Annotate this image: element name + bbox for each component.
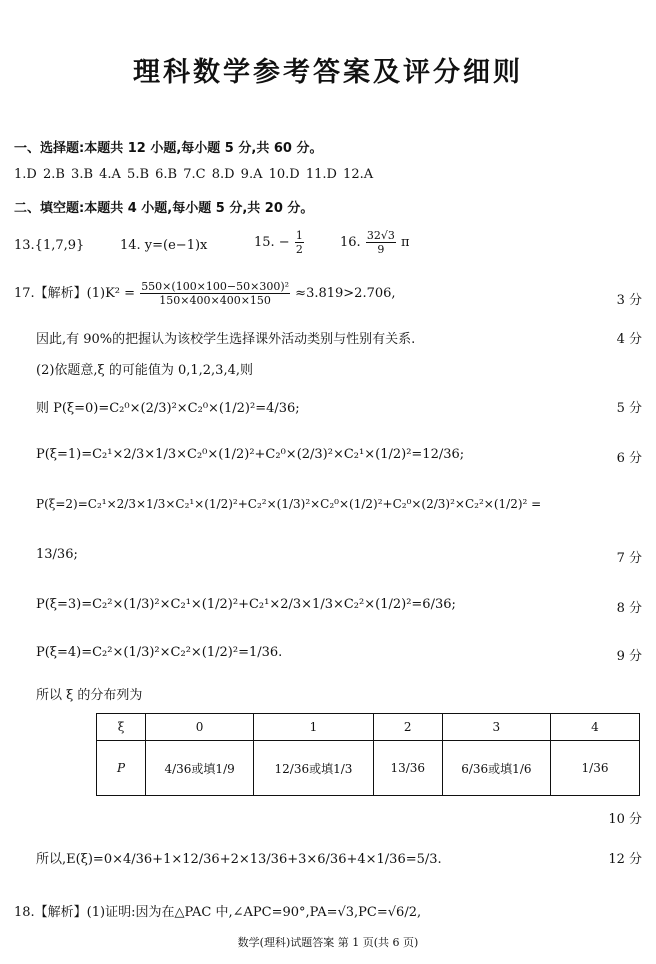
score-4: 4 分 bbox=[616, 332, 642, 347]
q17-p1: P(ξ=1)=C₂¹×2/3×1/3×C₂⁰×(1/2)²+C₂⁰×(2/3)²×C₂¹×(1/2)²=12/36; bbox=[36, 447, 465, 462]
q17-p4: P(ξ=4)=C₂²×(1/3)²×C₂²×(1/2)²=1/36. bbox=[36, 645, 283, 660]
distribution-table bbox=[96, 713, 640, 796]
answer-13: 13.{1,7,9} bbox=[14, 238, 85, 253]
score-9: 9 分 bbox=[616, 649, 642, 664]
answer-14: 14. y=(e−1)x bbox=[120, 238, 208, 253]
section1-heading: 一、选择题:本题共 12 小题,每小题 5 分,共 60 分。 bbox=[14, 141, 323, 156]
table-cell: 1 bbox=[254, 714, 374, 741]
q17-part2-intro: (2)依题意,ξ 的可能值为 0,1,2,3,4,则 bbox=[36, 363, 253, 378]
score-5: 5 分 bbox=[616, 401, 642, 416]
table-cell: ξ bbox=[97, 714, 146, 741]
q17-p0: 则 P(ξ=0)=C₂⁰×(2/3)²×C₂⁰×(1/2)²=4/36; bbox=[36, 401, 300, 416]
section1-answers: 1.D 2.B 3.B 4.A 5.B 6.B 7.C 8.D 9.A 10.D 11.D 12.A bbox=[14, 167, 374, 182]
table-cell: P bbox=[97, 741, 146, 796]
q18-line1: 18.【解析】(1)证明:因为在△PAC 中,∠APC=90°,PA=√3,PC=√6/2, bbox=[14, 905, 422, 920]
q17-dist-intro: 所以 ξ 的分布列为 bbox=[36, 688, 143, 703]
answer-16: 16. $\frac{32√3}{9}$ π bbox=[340, 229, 410, 256]
score-3: 3 分 bbox=[616, 293, 642, 308]
table-cell: 3 bbox=[442, 714, 550, 741]
table-header-row bbox=[97, 714, 640, 741]
answer-15: 15. − $\frac{1}{2}$ bbox=[254, 229, 303, 256]
table-cell: 0 bbox=[146, 714, 254, 741]
q17-expectation: 所以,E(ξ)=0×4/36+1×12/36+2×13/36+3×6/36+4×1/36=5/3. bbox=[36, 852, 442, 867]
q17-p2: P(ξ=2)=C₂¹×2/3×1/3×C₂¹×(1/2)²+C₂²×(1/3)²×C₂⁰×(1/2)²+C₂⁰×(2/3)²×C₂²×(1/2)² = bbox=[36, 497, 542, 511]
table-cell: 13/36 bbox=[373, 741, 442, 796]
table-cell: 12/36或填1/3 bbox=[254, 741, 374, 796]
table-cell: 1/36 bbox=[551, 741, 640, 796]
table-cell: 2 bbox=[373, 714, 442, 741]
page-footer: 数学(理科)试题答案 第 1 页(共 6 页) bbox=[237, 936, 419, 949]
table-cell: 4 bbox=[551, 714, 640, 741]
table-cell: 6/36或填1/6 bbox=[442, 741, 550, 796]
q17-p3: P(ξ=3)=C₂²×(1/3)²×C₂¹×(1/2)²+C₂¹×2/3×1/3×C₂²×(1/2)²=6/36; bbox=[36, 597, 456, 612]
section2-heading: 二、填空题:本题共 4 小题,每小题 5 分,共 20 分。 bbox=[14, 201, 314, 216]
q17-p2-result: 13/36; bbox=[36, 547, 78, 562]
score-6: 6 分 bbox=[616, 451, 642, 466]
score-12: 12 分 bbox=[608, 852, 642, 867]
score-7: 7 分 bbox=[616, 551, 642, 566]
page-title: 理科数学参考答案及评分细则 bbox=[133, 57, 523, 88]
score-8: 8 分 bbox=[616, 601, 642, 616]
score-10: 10 分 bbox=[608, 812, 642, 827]
q17-k-square: 17.【解析】(1)K² = $\frac{\text{550×(100×100−50×300)²}}{150\times 400\times 400\times 150}$ ≈3.819>2.706, bbox=[14, 280, 396, 307]
table-row bbox=[97, 741, 640, 796]
q17-conclusion: 因此,有 90%的把握认为该校学生选择课外活动类别与性别有关系. bbox=[36, 332, 416, 347]
table-cell: 4/36或填1/9 bbox=[146, 741, 254, 796]
